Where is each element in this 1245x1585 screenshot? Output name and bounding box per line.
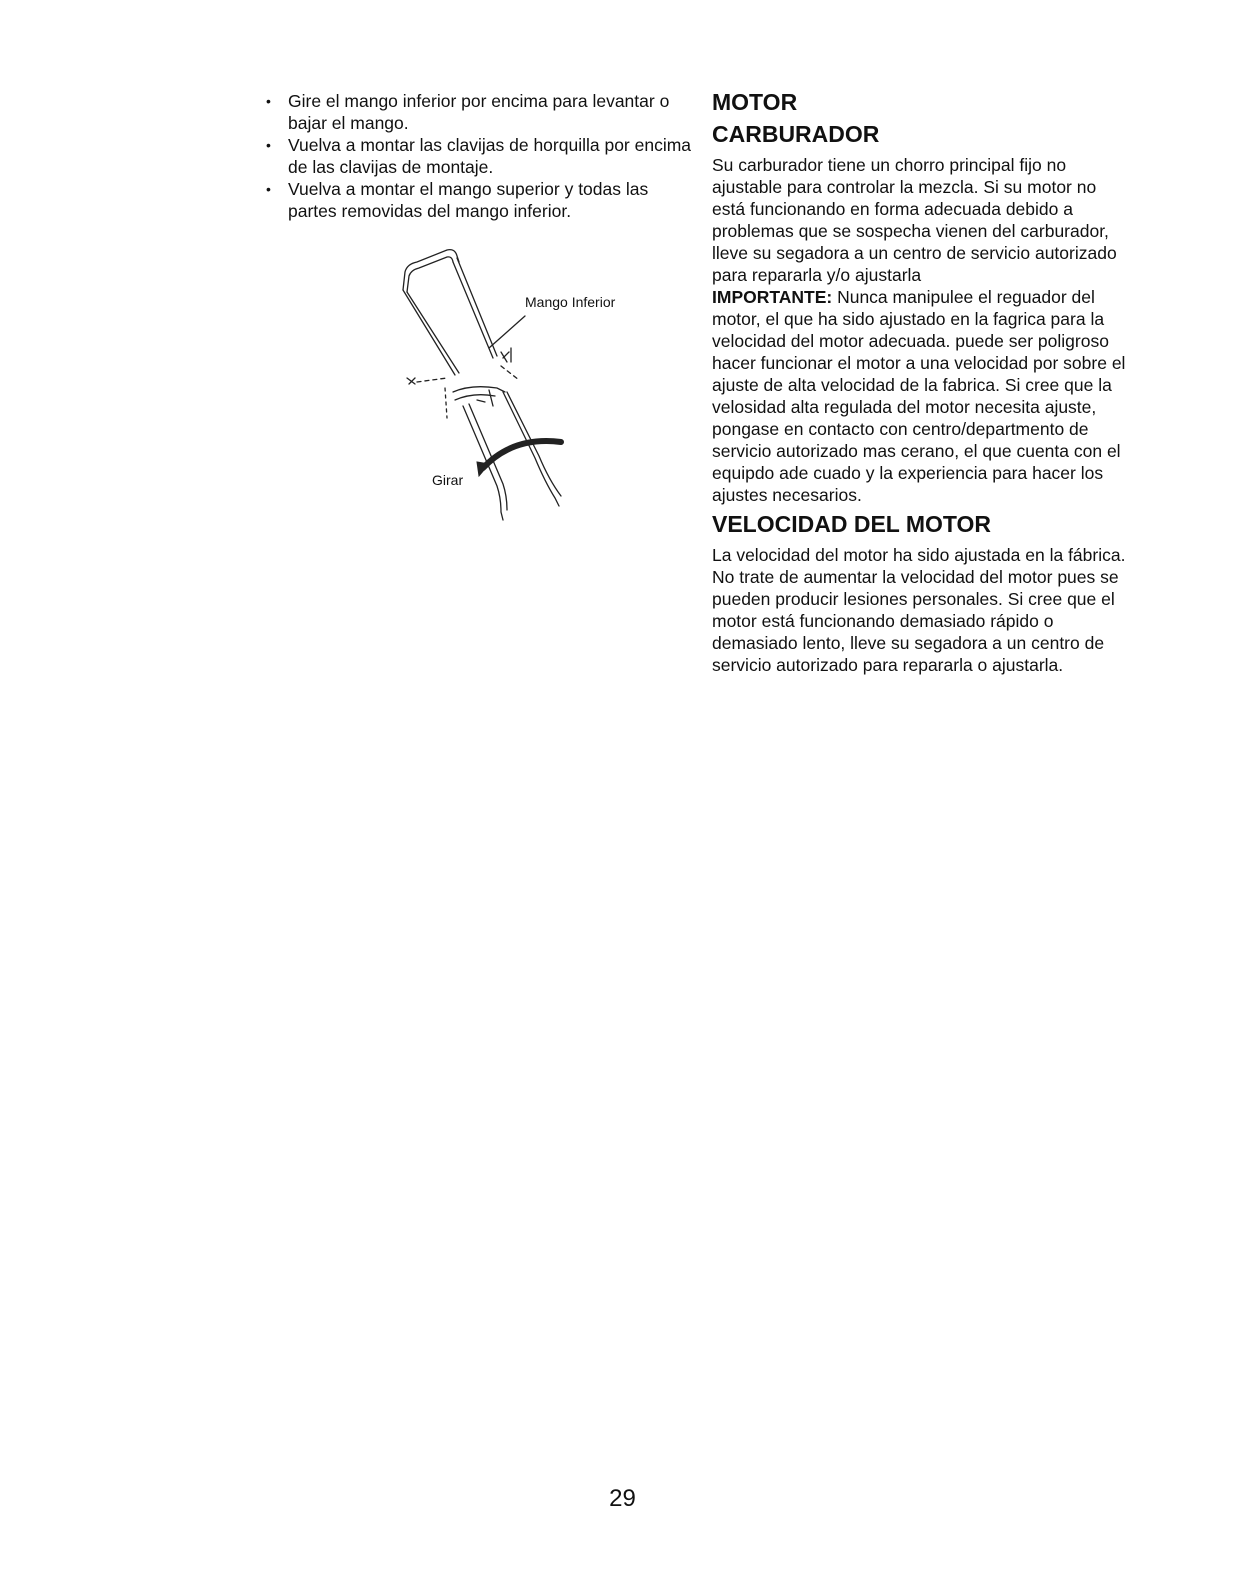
bullet-icon: • bbox=[266, 181, 271, 197]
section-heading-velocidad: VELOCIDAD DEL MOTOR bbox=[712, 511, 991, 537]
section-heading-motor: MOTOR bbox=[712, 89, 798, 115]
handle-illustration bbox=[385, 240, 655, 530]
list-item bbox=[262, 178, 692, 222]
right-column bbox=[712, 88, 1132, 676]
label-pointer bbox=[489, 316, 525, 348]
handle-figure bbox=[385, 240, 655, 530]
page-number: 29 bbox=[609, 1485, 636, 1512]
bullet-text: Gire el mango inferior por encima para levantar o bajar el mango. bbox=[288, 91, 670, 133]
upper-handle-left-rail bbox=[403, 290, 455, 375]
importante-text: Nunca manipulee el reguador del motor, el que ha sido ajustado en la fagrica para la velocidad del motor adecuada. puede ser poligroso hacer funcionar el motor a una velocidad por sobre el ajuste de alta velocidad de la fabrica. Si cree que la velosidad alta regulada del motor necesita ajuste, pongase en contacto con centro/departmento de servicio autorizado mas cerano, el que cuenta con el equipdo ade cuado y la experiencia para hacer los ajustes necesarios. bbox=[712, 287, 1126, 505]
figure-label-mango-inferior: Mango Inferior bbox=[525, 294, 616, 310]
instruction-list bbox=[262, 90, 692, 222]
velocidad-paragraph: La velocidad del motor ha sido ajustada en la fábrica. No trate de aumentar la velocidad del motor pues se pueden producir lesiones personales. Si cree que el motor está funcionando demasiado rápido o demasiado lento, lleve su segadora a un centro de servicio autorizado para repararla o ajustarla. bbox=[712, 545, 1126, 675]
upper-handle-top bbox=[403, 250, 459, 290]
lower-handle-top bbox=[453, 387, 505, 392]
bullet-text: Vuelva a montar el mango superior y todas las partes removidas del mango inferior. bbox=[288, 179, 649, 221]
figure-label-girar: Girar bbox=[432, 472, 464, 488]
section-heading-carburador: CARBURADOR bbox=[712, 121, 880, 147]
rotate-arrow-head bbox=[477, 462, 489, 476]
carburador-paragraph: Su carburador tiene un chorro principal fijo no ajustable para controlar la mezcla. Si su motor no está funcionando en forma adecuada debido a problemas que se sospecha vienen del carburador, lleve su segadora a un centro de servicio autorizado para repararla y/o ajustarla bbox=[712, 155, 1117, 285]
list-item bbox=[262, 134, 692, 178]
importante-paragraph bbox=[712, 286, 1132, 506]
bullet-icon: • bbox=[266, 93, 271, 109]
bullet-icon: • bbox=[266, 137, 271, 153]
importante-label: IMPORTANTE: bbox=[712, 287, 833, 307]
bullet-text: Vuelva a montar las clavijas de horquilla por encima de las clavijas de montaje. bbox=[288, 135, 692, 177]
list-item bbox=[262, 90, 692, 134]
left-column bbox=[262, 90, 692, 222]
upper-handle-right-rail bbox=[457, 258, 497, 356]
